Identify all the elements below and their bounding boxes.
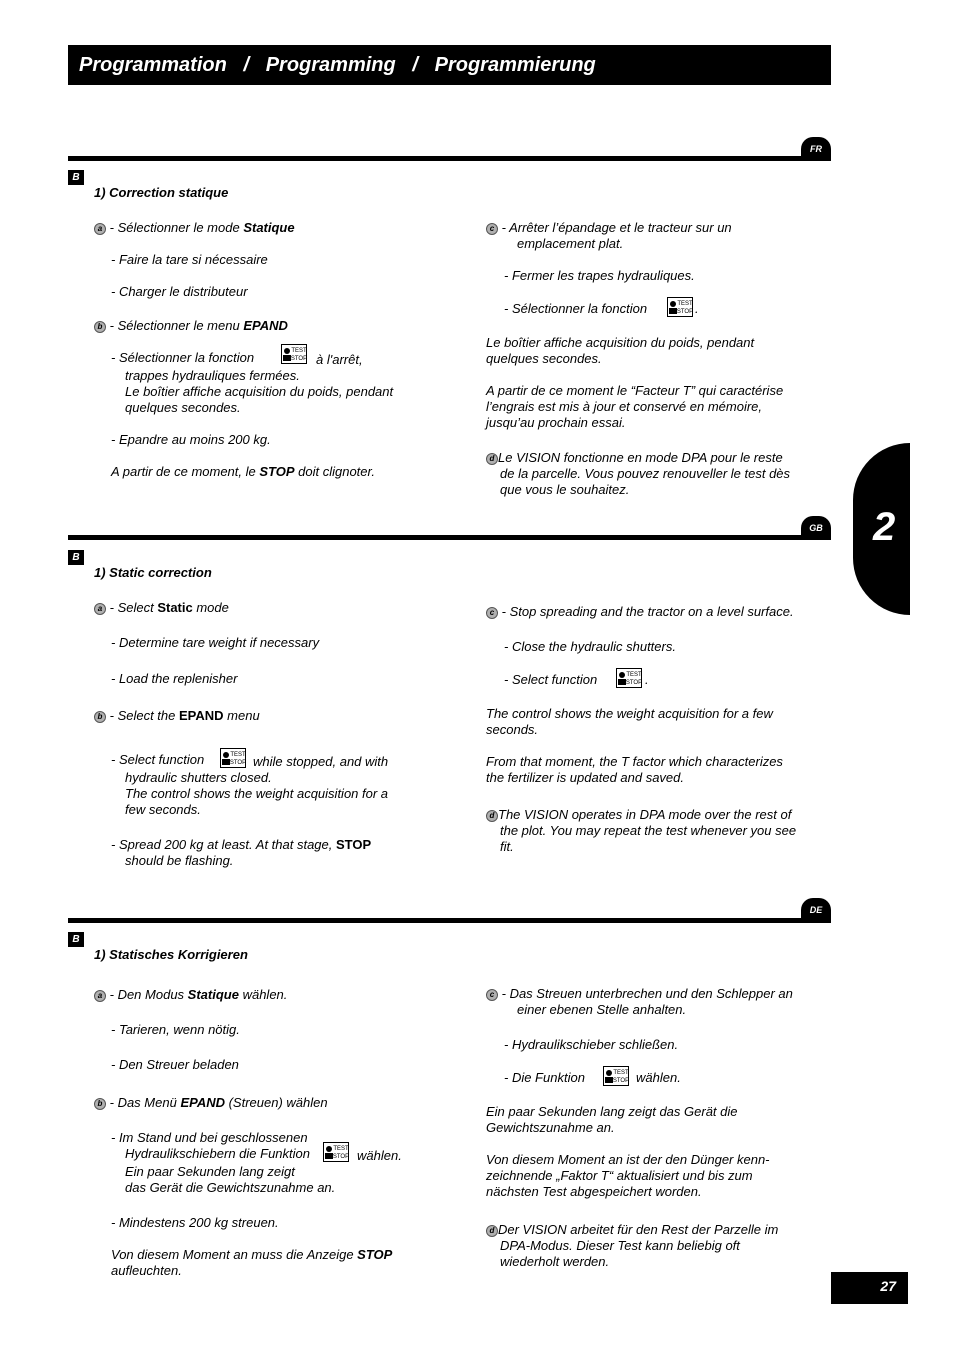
svg-text:TEST: TEST [333, 1146, 349, 1152]
text: - Sélectionner le menu [109, 318, 244, 333]
paragraph: the plot. You may repeat the test whenever you see [500, 823, 797, 838]
bullet-d: d [486, 453, 498, 465]
bold-text: Statique [243, 220, 295, 235]
section-box-fr: B [68, 170, 84, 185]
bold-text: Statique [187, 987, 239, 1002]
section-rule-gb [68, 535, 831, 540]
section-title-fr: 1) Correction statique [94, 185, 229, 200]
lang-badge-de: DE [801, 898, 831, 922]
step-d-fr [486, 450, 783, 466]
list-item: quelques secondes. [125, 400, 241, 415]
list-item: Ein paar Sekunden lang zeigt [125, 1164, 295, 1179]
text: wählen. [238, 987, 288, 1002]
list-item: - Determine tare weight if necessary [111, 635, 320, 650]
paragraph: fit. [500, 839, 514, 854]
list-item: Le boîtier affiche acquisition du poids, pendant [125, 384, 394, 399]
svg-text:STOP: STOP [290, 356, 307, 362]
period: . [695, 301, 699, 316]
section-box-gb: B [68, 550, 84, 565]
list-item: - Faire la tare si nécessaire [111, 252, 268, 267]
list-item: trappes hydrauliques fermées. [125, 368, 300, 383]
list-item: - Sélectionner la fonction [111, 350, 255, 365]
section-title-de: 1) Statisches Korrigieren [94, 947, 248, 962]
text: - Den Modus [109, 987, 188, 1002]
step-a-de [94, 987, 287, 1003]
bullet-d: d [486, 1225, 498, 1237]
list-item [111, 837, 371, 853]
text: - Arrêter l’épandage et le tracteur sur un [501, 220, 732, 235]
lang-badge-gb: GB [801, 516, 831, 540]
list-item: emplacement plat. [517, 236, 624, 251]
text: A partir de ce moment, le [111, 464, 260, 479]
test-stop-icon [603, 1066, 629, 1086]
section-box-de: B [68, 932, 84, 947]
list-item: - Mindestens 200 kg streuen. [111, 1215, 279, 1230]
paragraph: the fertilizer is updated and saved. [486, 770, 685, 785]
paragraph: quelques secondes. [486, 351, 602, 366]
paragraph: nächsten Test abgespeichert worden. [486, 1184, 702, 1199]
svg-text:STOP: STOP [625, 680, 642, 686]
list-item: - Fermer les trapes hydrauliques. [504, 268, 695, 283]
paragraph: aufleuchten. [111, 1263, 182, 1278]
text: doit clignoter. [294, 464, 375, 479]
list-item: wählen. [357, 1148, 402, 1163]
step-c-fr [486, 220, 732, 236]
list-item: - Hydraulikschieber schließen. [504, 1037, 679, 1052]
step-a-fr [94, 220, 295, 236]
paragraph: que vous le souhaitez. [500, 482, 630, 497]
text: Von diesem Moment an muss die Anzeige [111, 1247, 358, 1262]
paragraph: seconds. [486, 722, 539, 737]
paragraph: de la parcelle. Vous pouvez renouveller le test dès [500, 466, 791, 481]
text: - Stop spreading and the tractor on a level surface. [501, 604, 794, 619]
bold-text: EPAND [243, 318, 288, 333]
page-header: Programmation / Programming / Programmierung [68, 45, 831, 85]
list-item: Hydraulikschiebern die Funktion [125, 1146, 310, 1161]
text: Le VISION fonctionne en mode DPA pour le reste [498, 450, 783, 465]
list-item: few seconds. [125, 802, 201, 817]
list-item: - Sélectionner la fonction [504, 301, 648, 316]
svg-text:TEST: TEST [677, 301, 693, 307]
list-item: - Select function [504, 672, 598, 687]
step-b-fr [94, 318, 288, 334]
test-stop-icon [323, 1142, 349, 1162]
section-rule-fr [68, 156, 831, 161]
step-c-gb [486, 604, 794, 620]
svg-text:STOP: STOP [612, 1078, 629, 1084]
lang-badge-fr: FR [801, 137, 831, 161]
list-item: wählen. [636, 1070, 681, 1085]
text: menu [223, 708, 260, 723]
step-d-de [486, 1222, 778, 1238]
text: - Das Streuen unterbrechen und den Schlepper an [501, 986, 793, 1001]
svg-text:TEST: TEST [291, 348, 307, 354]
paragraph: Gewichtszunahme an. [486, 1120, 615, 1135]
svg-text:STOP: STOP [676, 309, 693, 315]
list-item: should be flashing. [125, 853, 234, 868]
paragraph: Le boîtier affiche acquisition du poids, pendant [486, 335, 755, 350]
section-title-gb: 1) Static correction [94, 565, 212, 580]
bullet-b: b [94, 321, 106, 333]
text: - Das Menü [109, 1095, 181, 1110]
bullet-a: a [94, 223, 106, 235]
bullet-a: a [94, 990, 106, 1002]
text: - Select the [109, 708, 179, 723]
list-item: The control shows the weight acquisition for a [125, 786, 389, 801]
paragraph: zeichnende „Faktor T“ aktualisiert und bis zum [486, 1168, 753, 1183]
bullet-c: c [486, 223, 498, 235]
list-item: - Load the replenisher [111, 671, 238, 686]
svg-text:TEST: TEST [626, 672, 642, 678]
list-item: das Gerät die Gewichtszunahme an. [125, 1180, 336, 1195]
list-item: - Close the hydraulic shutters. [504, 639, 676, 654]
test-stop-icon [281, 344, 307, 364]
bullet-c: c [486, 607, 498, 619]
bold-text: STOP [336, 837, 372, 852]
text: mode [192, 600, 229, 615]
paragraph: Von diesem Moment an ist der den Dünger kenn- [486, 1152, 770, 1167]
list-item: - Select function [111, 752, 205, 767]
step-a-gb [94, 600, 229, 616]
svg-text:TEST: TEST [230, 752, 246, 758]
test-stop-icon [616, 668, 642, 688]
list-item: - Im Stand und bei geschlossenen [111, 1130, 308, 1145]
list-item: hydraulic shutters closed. [125, 770, 272, 785]
step-d-gb [486, 807, 791, 823]
period: . [645, 672, 649, 687]
text: - Sélectionner le mode [109, 220, 244, 235]
bold-text: Static [157, 600, 193, 615]
text: (Streuen) wählen [224, 1095, 328, 1110]
paragraph: l’engrais est mis à jour et conservé en mémoire, [486, 399, 763, 414]
section-rule-de [68, 918, 831, 923]
bold-text: STOP [357, 1247, 393, 1262]
chapter-number: 2 [873, 505, 896, 549]
chapter-tab [853, 443, 910, 615]
text: - Spread 200 kg at least. At that stage, [111, 837, 336, 852]
paragraph: wiederholt werden. [500, 1254, 610, 1269]
paragraph: From that moment, the T factor which characterizes [486, 754, 783, 769]
step-b-gb [94, 708, 260, 724]
bold-text: STOP [259, 464, 295, 479]
paragraph [111, 1247, 392, 1263]
paragraph: A partir de ce moment le “Facteur T” qui caractérise [486, 383, 784, 398]
bold-text: EPAND [180, 1095, 225, 1110]
bullet-a: a [94, 603, 106, 615]
svg-text:STOP: STOP [229, 760, 246, 766]
svg-text:STOP: STOP [332, 1154, 349, 1160]
bullet-c: c [486, 989, 498, 1001]
svg-text:TEST: TEST [613, 1070, 629, 1076]
test-stop-icon [220, 748, 246, 768]
page-number: 27 [831, 1272, 908, 1304]
list-item: while stopped, and with [253, 754, 389, 769]
step-c-de [486, 986, 793, 1002]
bold-text: EPAND [179, 708, 224, 723]
list-item: einer ebenen Stelle anhalten. [517, 1002, 687, 1017]
paragraph [111, 464, 375, 480]
step-b-de [94, 1095, 328, 1111]
list-item: - Epandre au moins 200 kg. [111, 432, 271, 447]
bullet-b: b [94, 1098, 106, 1110]
test-stop-icon [667, 297, 693, 317]
list-item: - Tarieren, wenn nötig. [111, 1022, 240, 1037]
list-item: - Die Funktion [504, 1070, 585, 1085]
text: The VISION operates in DPA mode over the rest of [498, 807, 792, 822]
bullet-b: b [94, 711, 106, 723]
list-item: - Charger le distributeur [111, 284, 248, 299]
bullet-d: d [486, 810, 498, 822]
paragraph: jusqu’au prochain essai. [486, 415, 626, 430]
text: - Select [109, 600, 158, 615]
paragraph: DPA-Modus. Dieser Test kann beliebig oft [500, 1238, 740, 1253]
text: Der VISION arbeitet für den Rest der Parzelle im [498, 1222, 779, 1237]
list-item: - Den Streuer beladen [111, 1057, 239, 1072]
list-item: à l'arrêt, [316, 352, 363, 367]
paragraph: The control shows the weight acquisition for a few [486, 706, 773, 721]
paragraph: Ein paar Sekunden lang zeigt das Gerät die [486, 1104, 738, 1119]
